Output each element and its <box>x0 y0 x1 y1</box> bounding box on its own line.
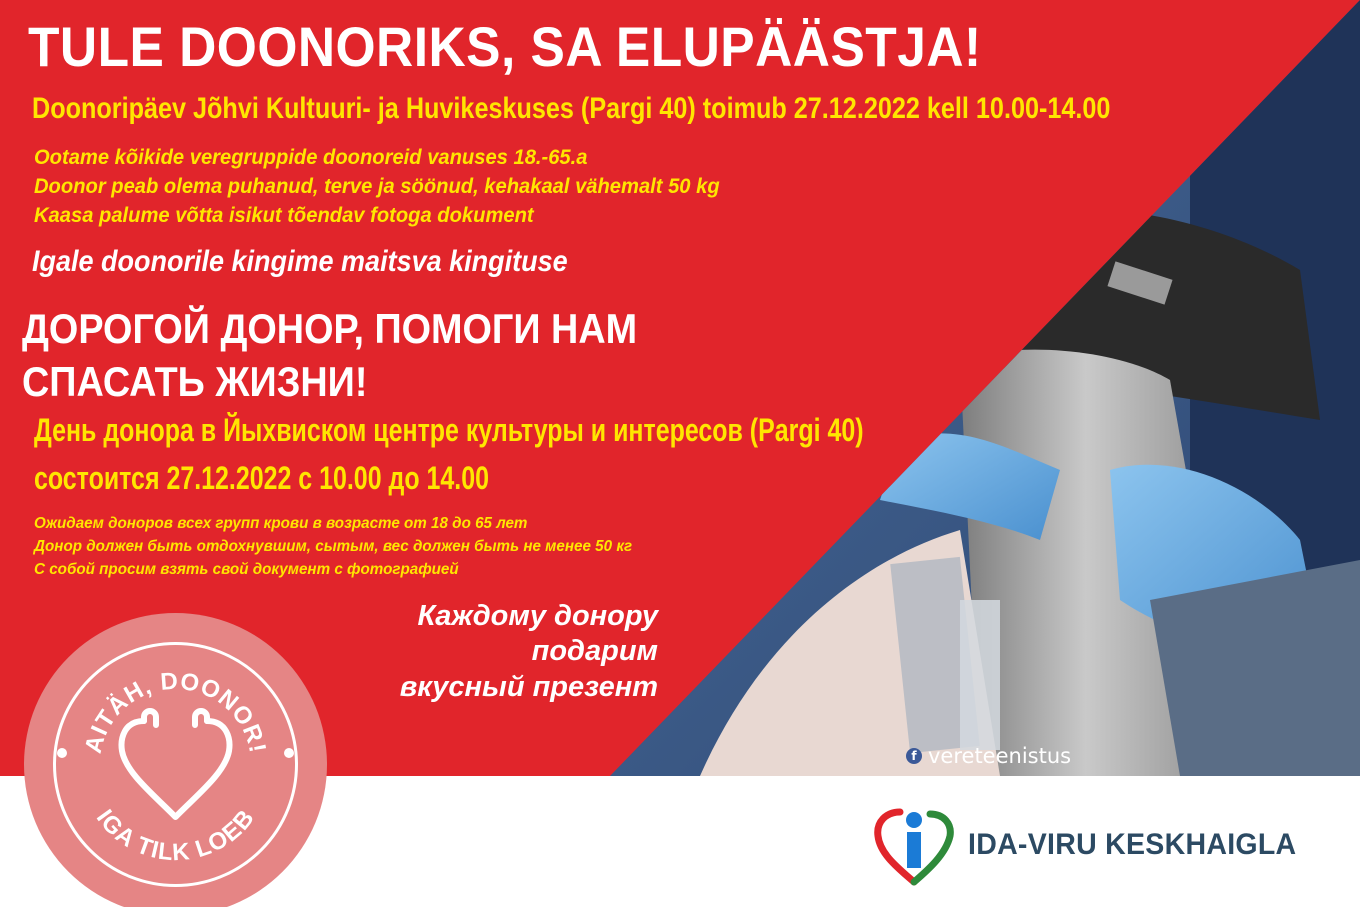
russian-gift-line: Каждому донору <box>417 600 658 632</box>
hospital-name: IDA-VIRU KESKHAIGLA <box>968 828 1297 861</box>
russian-event-line: День донора в Йыхвиском центре культуры и интересов (Pargi 40) <box>34 412 864 448</box>
estonian-info-line: Ootame kõikide veregruppide doonoreid vanuses 18.-65.a <box>34 146 588 169</box>
social-handle <box>906 744 1071 768</box>
russian-info-line: С собой просим взять свой документ с фотографией <box>34 561 459 578</box>
estonian-title: TULE DOONORIKS, SA ELUPÄÄSTJA! <box>28 15 982 78</box>
social-handle-text: vereteenistus <box>928 744 1072 768</box>
badge-bottom-text: IGA TILK LOEB <box>90 804 261 867</box>
estonian-info-line: Doonor peab olema puhanud, terve ja söönud, kehakaal vähemalt 50 kg <box>34 175 720 198</box>
facebook-icon: f <box>906 748 922 764</box>
russian-info-line: Донор должен быть отдохнувшим, сытым, вес должен быть не менее 50 кг <box>34 538 633 555</box>
thank-you-badge <box>24 613 327 907</box>
russian-event-line: состоится 27.12.2022 с 10.00 до 14.00 <box>34 460 489 496</box>
estonian-gift-text: Igale doonorile kingime maitsva kingituse <box>32 245 568 278</box>
badge-top-text: AITÄH, DOONOR! <box>79 667 272 756</box>
russian-title-line: ДОРОГОЙ ДОНОР, ПОМОГИ НАМ <box>22 305 638 352</box>
hospital-logo-icon <box>872 804 956 886</box>
russian-gift-line: подарим <box>531 635 658 667</box>
estonian-info-line: Kaasa palume võtta isikut tõendav fotoga dokument <box>34 204 534 227</box>
estonian-event-details: Doonoripäev Jõhvi Kultuuri- ja Huvikeskuses (Pargi 40) toimub 27.12.2022 kell 10.00-14.00 <box>32 92 1111 125</box>
russian-info-line: Ожидаем доноров всех групп крови в возрасте от 18 до 65 лет <box>34 515 528 532</box>
hospital-logo <box>872 804 1314 886</box>
russian-title-line: СПАСАТЬ ЖИЗНИ! <box>22 358 368 405</box>
russian-gift-line: вкусный презент <box>399 671 658 703</box>
